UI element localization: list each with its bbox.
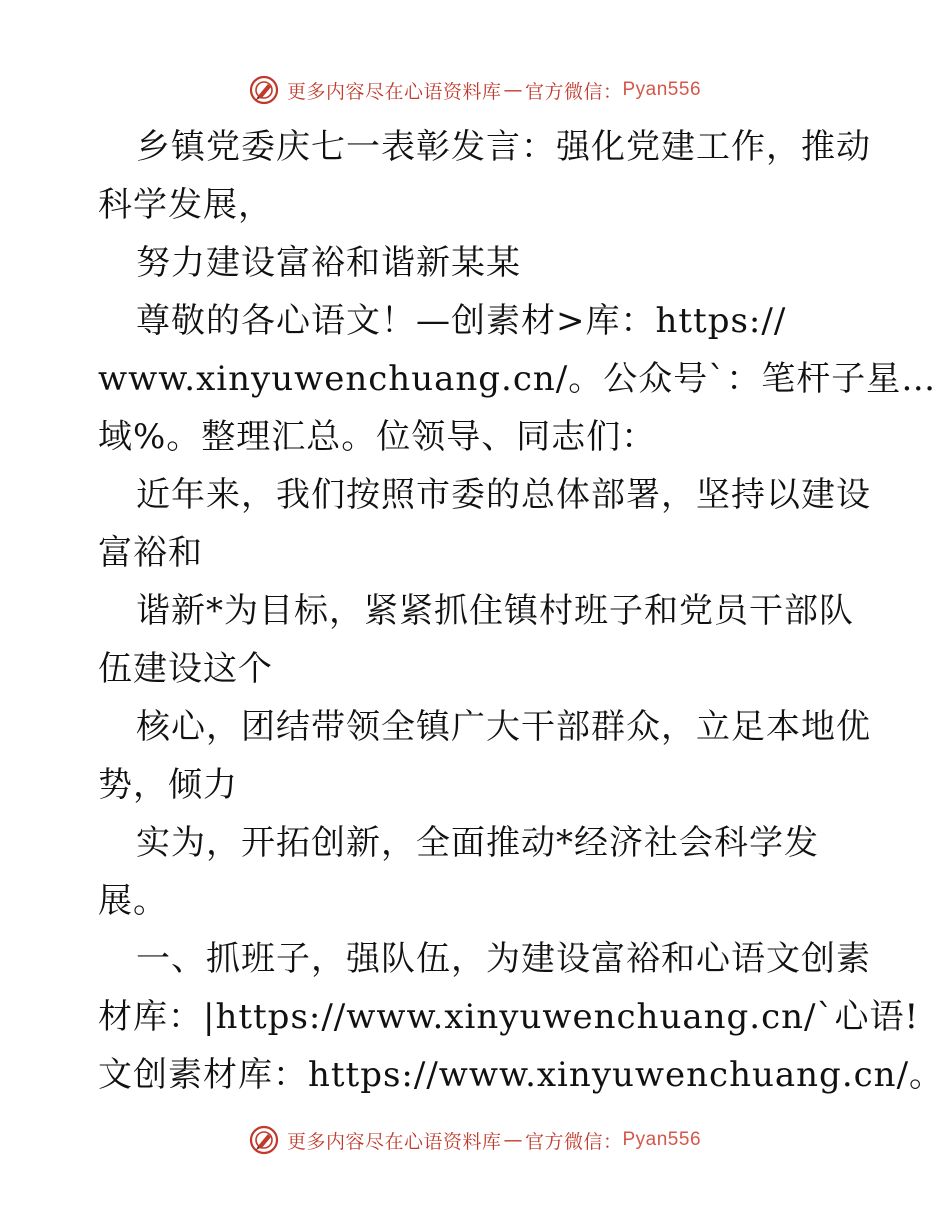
paragraph-line: 材库：|https://www.xinyuwenchuang.cn/`心语! bbox=[98, 997, 920, 1037]
watermark-text: 更多内容尽在心语资料库 bbox=[286, 80, 502, 103]
title-line-2: 科学发展， bbox=[98, 185, 273, 225]
watermark-dash: — bbox=[503, 79, 523, 101]
paragraph-line: 势，倾力 bbox=[98, 765, 238, 805]
paragraph-line: 实为，开拓创新，全面推动*经济社会科学发 bbox=[136, 823, 819, 863]
section-heading-line: 一、抓班子，强队伍，为建设富裕和心语文创素 bbox=[136, 939, 871, 979]
watermark-wechat-id: Pyan556 bbox=[622, 79, 702, 100]
watermark-footer bbox=[0, 1120, 950, 1160]
watermark-label: 官方微信： bbox=[524, 80, 623, 103]
watermark-wechat-id: Pyan556 bbox=[622, 1129, 702, 1150]
paragraph-line: 尊敬的各心语文！—创素材>库：https:// bbox=[136, 301, 787, 341]
paragraph-line: 富裕和 bbox=[98, 533, 203, 573]
paragraph-line: www.xinyuwenchuang.cn/。公众号`：笔杆子星… bbox=[98, 359, 937, 399]
paragraph-line: 伍建设这个 bbox=[98, 649, 273, 689]
paragraph-line: 展。 bbox=[98, 881, 168, 921]
pen-logo-icon bbox=[249, 75, 279, 105]
watermark-dash: — bbox=[503, 1129, 523, 1151]
paragraph-line: 域%。整理汇总。位领导、同志们： bbox=[98, 417, 657, 457]
document-body bbox=[98, 118, 945, 1104]
paragraph-line: 谐新*为目标，紧紧抓住镇村班子和党员干部队 bbox=[136, 591, 854, 631]
watermark-label: 官方微信： bbox=[524, 1130, 623, 1153]
paragraph-line: 文创素材库：https://www.xinyuwenchuang.cn/。 bbox=[98, 1055, 945, 1095]
paragraph-line: 近年来，我们按照市委的总体部署，坚持以建设 bbox=[136, 475, 871, 515]
pen-logo-icon bbox=[249, 1125, 279, 1155]
title-line-1: 乡镇党委庆七一表彰发言：强化党建工作，推动 bbox=[136, 127, 871, 167]
paragraph-line: 核心，团结带领全镇广大干部群众，立足本地优 bbox=[136, 707, 871, 747]
watermark-text: 更多内容尽在心语资料库 bbox=[286, 1130, 502, 1153]
subtitle-line: 努力建设富裕和谐新某某 bbox=[136, 243, 521, 283]
watermark-header bbox=[0, 70, 950, 110]
